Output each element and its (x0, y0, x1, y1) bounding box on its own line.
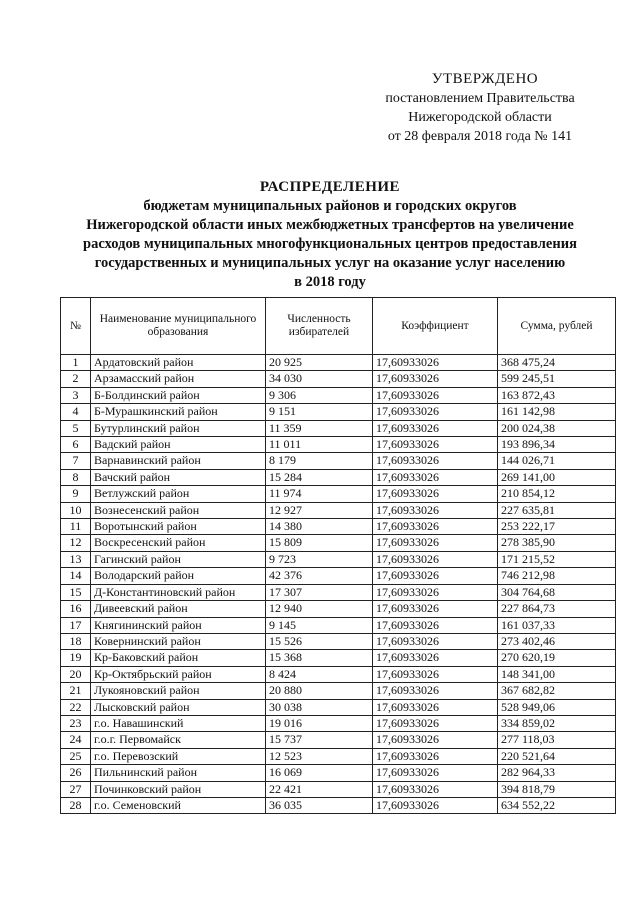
cell-coefficient: 17,60933026 (373, 633, 498, 649)
table-row (61, 355, 616, 371)
cell-sum: 200 024,38 (498, 420, 616, 436)
cell-sum: 746 212,98 (498, 568, 616, 584)
cell-coefficient: 17,60933026 (373, 568, 498, 584)
table-row (61, 584, 616, 600)
table-row (61, 650, 616, 666)
cell-coefficient: 17,60933026 (373, 502, 498, 518)
cell-sum: 161 142,98 (498, 404, 616, 420)
cell-voters: 9 306 (266, 387, 373, 403)
cell-voters: 15 809 (266, 535, 373, 551)
table-row (61, 666, 616, 682)
cell-num: 11 (61, 519, 91, 535)
cell-sum: 227 864,73 (498, 601, 616, 617)
approval-line-2: Нижегородской области (408, 110, 552, 125)
cell-num: 15 (61, 584, 91, 600)
cell-sum: 171 215,52 (498, 551, 616, 567)
cell-voters: 20 925 (266, 355, 373, 371)
cell-name: Б-Мурашкинский район (91, 404, 266, 420)
cell-coefficient: 17,60933026 (373, 748, 498, 764)
table-row (61, 551, 616, 567)
cell-sum: 210 854,12 (498, 486, 616, 502)
table-row (61, 633, 616, 649)
cell-voters: 14 380 (266, 519, 373, 535)
cell-voters: 15 526 (266, 633, 373, 649)
cell-sum: 367 682,82 (498, 683, 616, 699)
cell-name: Кр-Октябрьский район (91, 666, 266, 682)
cell-sum: 394 818,79 (498, 781, 616, 797)
cell-sum: 273 402,46 (498, 633, 616, 649)
cell-num: 17 (61, 617, 91, 633)
cell-voters: 15 737 (266, 732, 373, 748)
cell-name: Ветлужский район (91, 486, 266, 502)
cell-name: Б-Болдинский район (91, 387, 266, 403)
cell-name: Бутурлинский район (91, 420, 266, 436)
cell-sum: 334 859,02 (498, 715, 616, 731)
cell-coefficient: 17,60933026 (373, 437, 498, 453)
heading-line-2: Нижегородской области иных межбюджетных трансфертов на увеличение (86, 217, 574, 233)
cell-num: 8 (61, 469, 91, 485)
cell-name: Вознесенский район (91, 502, 266, 518)
cell-coefficient: 17,60933026 (373, 699, 498, 715)
cell-voters: 16 069 (266, 765, 373, 781)
cell-coefficient: 17,60933026 (373, 371, 498, 387)
cell-coefficient: 17,60933026 (373, 551, 498, 567)
header-coefficient: Коэффициент (373, 298, 498, 355)
document-heading (40, 178, 620, 292)
cell-num: 6 (61, 437, 91, 453)
cell-coefficient: 17,60933026 (373, 535, 498, 551)
cell-num: 19 (61, 650, 91, 666)
cell-sum: 278 385,90 (498, 535, 616, 551)
cell-coefficient: 17,60933026 (373, 519, 498, 535)
cell-name: г.о. Семеновский (91, 797, 266, 813)
heading-line-4: государственных и муниципальных услуг на оказание услуг населению (94, 255, 566, 271)
cell-name: Лысковский район (91, 699, 266, 715)
cell-name: Починковский район (91, 781, 266, 797)
cell-name: Гагинский район (91, 551, 266, 567)
cell-coefficient: 17,60933026 (373, 601, 498, 617)
cell-voters: 19 016 (266, 715, 373, 731)
cell-sum: 144 026,71 (498, 453, 616, 469)
cell-sum: 253 222,17 (498, 519, 616, 535)
table-row (61, 699, 616, 715)
cell-sum: 163 872,43 (498, 387, 616, 403)
cell-coefficient: 17,60933026 (373, 617, 498, 633)
table-body (61, 355, 616, 814)
cell-voters: 30 038 (266, 699, 373, 715)
cell-num: 1 (61, 355, 91, 371)
cell-sum: 220 521,64 (498, 748, 616, 764)
cell-coefficient: 17,60933026 (373, 404, 498, 420)
table-row (61, 781, 616, 797)
cell-coefficient: 17,60933026 (373, 469, 498, 485)
table-header-row (61, 298, 616, 355)
cell-voters: 12 940 (266, 601, 373, 617)
table-row (61, 453, 616, 469)
cell-coefficient: 17,60933026 (373, 420, 498, 436)
distribution-table (60, 297, 616, 814)
cell-num: 24 (61, 732, 91, 748)
cell-num: 28 (61, 797, 91, 813)
cell-sum: 282 964,33 (498, 765, 616, 781)
cell-voters: 15 368 (266, 650, 373, 666)
cell-voters: 12 523 (266, 748, 373, 764)
cell-voters: 22 421 (266, 781, 373, 797)
cell-voters: 20 880 (266, 683, 373, 699)
cell-name: г.о. Навашинский (91, 715, 266, 731)
cell-num: 7 (61, 453, 91, 469)
cell-voters: 15 284 (266, 469, 373, 485)
table-row (61, 748, 616, 764)
table-row (61, 519, 616, 535)
cell-num: 10 (61, 502, 91, 518)
cell-coefficient: 17,60933026 (373, 781, 498, 797)
table-row (61, 797, 616, 813)
cell-name: Воскресенский район (91, 535, 266, 551)
cell-name: Кр-Баковский район (91, 650, 266, 666)
cell-voters: 11 359 (266, 420, 373, 436)
table-row (61, 420, 616, 436)
cell-sum: 277 118,03 (498, 732, 616, 748)
table-row (61, 535, 616, 551)
cell-voters: 11 974 (266, 486, 373, 502)
table-row (61, 502, 616, 518)
cell-name: Ардатовский район (91, 355, 266, 371)
cell-sum: 269 141,00 (498, 469, 616, 485)
cell-num: 22 (61, 699, 91, 715)
cell-coefficient: 17,60933026 (373, 584, 498, 600)
table-row (61, 765, 616, 781)
cell-coefficient: 17,60933026 (373, 683, 498, 699)
cell-num: 16 (61, 601, 91, 617)
cell-name: Варнавинский район (91, 453, 266, 469)
cell-voters: 9 151 (266, 404, 373, 420)
cell-voters: 17 307 (266, 584, 373, 600)
cell-name: Ковернинский район (91, 633, 266, 649)
approval-line-3: от 28 февраля 2018 года № 141 (387, 129, 573, 144)
cell-num: 27 (61, 781, 91, 797)
cell-num: 3 (61, 387, 91, 403)
cell-name: Д-Константиновский район (91, 584, 266, 600)
cell-voters: 34 030 (266, 371, 373, 387)
cell-coefficient: 17,60933026 (373, 765, 498, 781)
cell-sum: 270 620,19 (498, 650, 616, 666)
cell-num: 23 (61, 715, 91, 731)
cell-num: 18 (61, 633, 91, 649)
table-row (61, 601, 616, 617)
cell-num: 13 (61, 551, 91, 567)
heading-line-1: бюджетам муниципальных районов и городских округов (143, 198, 517, 214)
cell-coefficient: 17,60933026 (373, 387, 498, 403)
table-row (61, 715, 616, 731)
cell-name: Пильнинский район (91, 765, 266, 781)
header-voters: Численность избирателей (266, 298, 373, 355)
cell-voters: 8 179 (266, 453, 373, 469)
cell-coefficient: 17,60933026 (373, 666, 498, 682)
cell-name: Княгининский район (91, 617, 266, 633)
cell-name: Володарский район (91, 568, 266, 584)
cell-coefficient: 17,60933026 (373, 486, 498, 502)
cell-num: 12 (61, 535, 91, 551)
cell-name: Вадский район (91, 437, 266, 453)
cell-sum: 161 037,33 (498, 617, 616, 633)
cell-sum: 368 475,24 (498, 355, 616, 371)
cell-num: 9 (61, 486, 91, 502)
cell-name: Лукояновский район (91, 683, 266, 699)
cell-coefficient: 17,60933026 (373, 732, 498, 748)
table-row (61, 404, 616, 420)
cell-sum: 304 764,68 (498, 584, 616, 600)
cell-num: 25 (61, 748, 91, 764)
header-name: Наименование муниципального образования (91, 298, 266, 355)
table-row (61, 568, 616, 584)
cell-coefficient: 17,60933026 (373, 650, 498, 666)
cell-name: Арзамасский район (91, 371, 266, 387)
approval-block (350, 70, 610, 146)
cell-voters: 42 376 (266, 568, 373, 584)
cell-voters: 11 011 (266, 437, 373, 453)
cell-num: 5 (61, 420, 91, 436)
heading-line-3: расходов муниципальных многофункциональных центров предоставления (83, 236, 577, 252)
cell-sum: 528 949,06 (498, 699, 616, 715)
cell-sum: 148 341,00 (498, 666, 616, 682)
cell-sum: 599 245,51 (498, 371, 616, 387)
cell-voters: 9 145 (266, 617, 373, 633)
cell-sum: 227 635,81 (498, 502, 616, 518)
cell-coefficient: 17,60933026 (373, 797, 498, 813)
cell-coefficient: 17,60933026 (373, 355, 498, 371)
cell-num: 26 (61, 765, 91, 781)
table-row (61, 683, 616, 699)
table-row (61, 469, 616, 485)
cell-sum: 193 896,34 (498, 437, 616, 453)
cell-coefficient: 17,60933026 (373, 715, 498, 731)
cell-name: Дивеевский район (91, 601, 266, 617)
cell-num: 21 (61, 683, 91, 699)
cell-num: 4 (61, 404, 91, 420)
cell-name: г.о.г. Первомайск (91, 732, 266, 748)
cell-num: 2 (61, 371, 91, 387)
table-row (61, 486, 616, 502)
table-row (61, 732, 616, 748)
heading-line-5: в 2018 году (294, 274, 366, 290)
cell-sum: 634 552,22 (498, 797, 616, 813)
cell-voters: 8 424 (266, 666, 373, 682)
cell-name: Вачский район (91, 469, 266, 485)
cell-num: 14 (61, 568, 91, 584)
cell-voters: 12 927 (266, 502, 373, 518)
cell-name: г.о. Перевозский (91, 748, 266, 764)
cell-num: 20 (61, 666, 91, 682)
heading-title: РАСПРЕДЕЛЕНИЕ (259, 179, 401, 195)
table-row (61, 617, 616, 633)
header-num: № (61, 298, 91, 355)
approval-line-1: постановлением Правительства (385, 91, 575, 106)
cell-name: Воротынский район (91, 519, 266, 535)
table-row (61, 437, 616, 453)
cell-voters: 36 035 (266, 797, 373, 813)
table-row (61, 371, 616, 387)
table-row (61, 387, 616, 403)
cell-coefficient: 17,60933026 (373, 453, 498, 469)
header-sum: Сумма, рублей (498, 298, 616, 355)
cell-voters: 9 723 (266, 551, 373, 567)
approval-title: УТВЕРЖДЕНО (431, 71, 539, 87)
